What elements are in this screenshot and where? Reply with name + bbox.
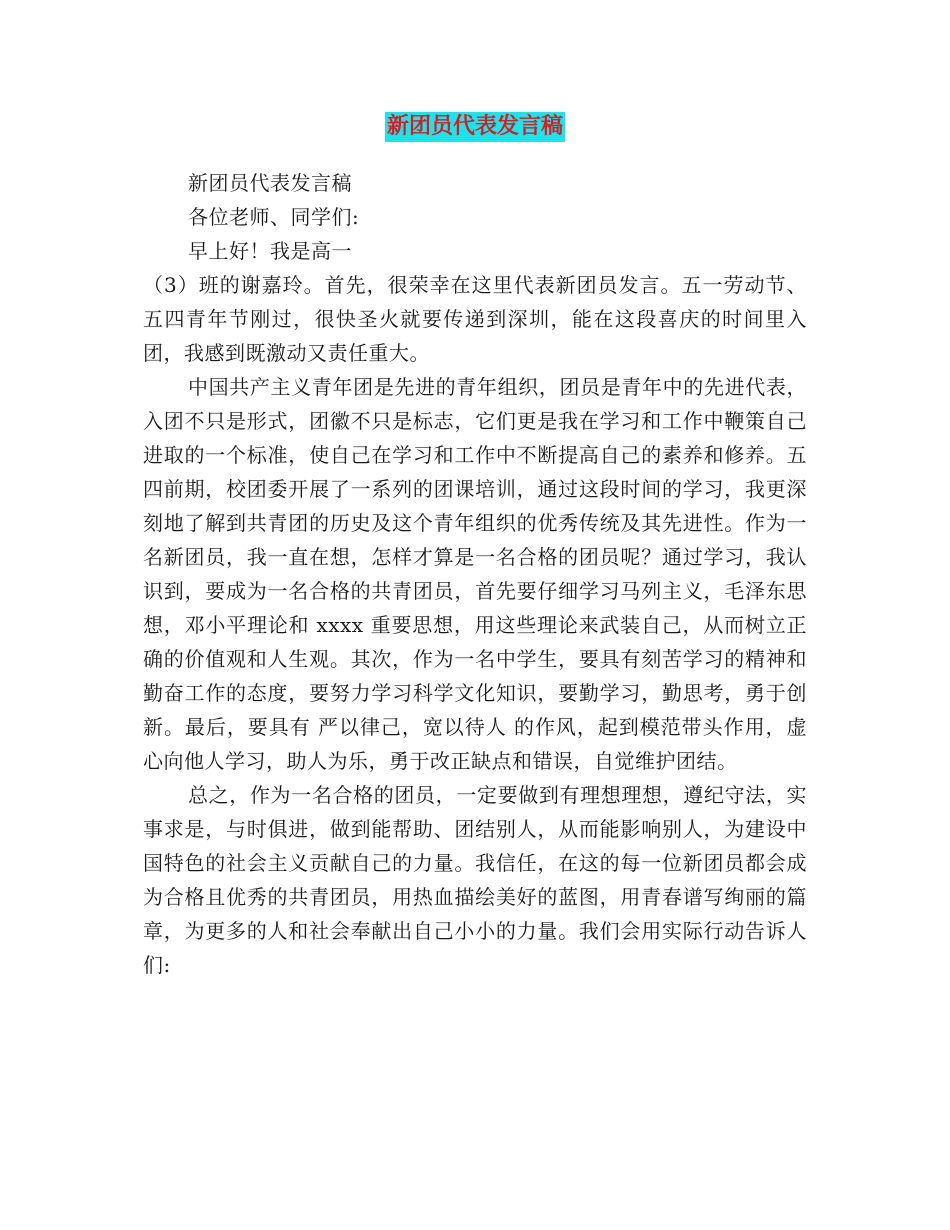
paragraph-greeting: 早上好！我是高一 <box>188 239 352 263</box>
paragraph-main: 中国共产主义青年团是先进的青年组织，团员是青年中的先进代表，入团不只是形式，团徽不只是标志，它们更是我在学习和工作中鞭策自己进取的一个标准，使自己在学习和工作中不断提高自己的素养和修养。五四前期，校团委开展了一系列的团课培训，通过这段时间的学习，我更深刻地了解到共青团的历史及这个青年组织的优秀传统及其先进性。作为一名新团员，我一直在想，怎样才算是一名合格的团员呢？通过学习，我认识到，要成为一名合格的共青团员，首先要仔细学习马列主义，毛泽东思想，邓小平理论和 xxxx 重要思想，用这些理论来武装自己，从而树立正确的价值观和人生观。其次，作为一名中学生，要具有刻苦学习的精神和勤奋工作的态度，要努力学习科学文化知识，要勤学习，勤思考，勇于创新。最后，要具有 严以律己，宽以待人 的作风，起到模范带头作用，虚心向他人学习，助人为乐，勇于改正缺点和错误，自觉维护团结。 <box>143 375 807 773</box>
paragraph-introduction: （3）班的谢嘉玲。首先，很荣幸在这里代表新团员发言。五一劳动节、五四青年节刚过，很快圣火就要传递到深圳，能在这段喜庆的时间里入团，我感到既激动又责任重大。 <box>143 273 807 365</box>
document-body <box>143 166 807 982</box>
title-container <box>0 112 950 142</box>
document-title: 新团员代表发言稿 <box>385 112 565 142</box>
paragraph-salutation: 各位老师、同学们: <box>188 205 360 229</box>
paragraph-conclusion: 总之，作为一名合格的团员，一定要做到有理想理想，遵纪守法，实事求是，与时俱进，做到能帮助、团结别人，从而能影响别人，为建设中国特色的社会主义贡献自己的力量。我信任，在这的每一位新团员都会成为合格且优秀的共青团员，用热血描绘美好的蓝图，用青春谱写绚丽的篇章，为更多的人和社会奉献出自己小小的力量。我们会用实际行动告诉人们: <box>143 783 807 977</box>
paragraph-heading-repeat: 新团员代表发言稿 <box>188 171 352 195</box>
